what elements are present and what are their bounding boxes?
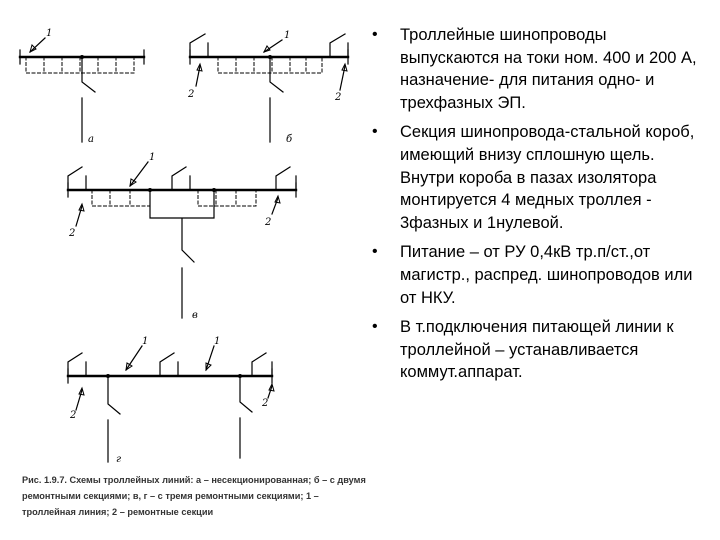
bullet-text: В т.подключения питающей линии к троллейной – устанавливается коммут.аппарат. (400, 318, 674, 382)
scheme-v (68, 152, 296, 321)
bullet-icon: • (372, 123, 378, 141)
bullet-item (368, 316, 708, 384)
label-2-b-right: 2 (335, 92, 342, 103)
label-b: б (286, 134, 293, 145)
bullet-text: Секция шинопровода-стальной короб, имеющий внизу сплошную щель. Внутри короба в пазах изолятора монтируется 4 медных троллея - 3фазных и 1нулевой. (400, 123, 695, 232)
label-a: а (88, 134, 94, 145)
bullet-list (368, 24, 708, 391)
label-g: г (116, 454, 122, 465)
bullet-item (368, 24, 708, 114)
label-v: в (192, 310, 198, 321)
bullet-item (368, 241, 708, 309)
label-2-v-left: 2 (69, 228, 76, 239)
label-2-v-right: 2 (265, 217, 272, 228)
bullet-icon: • (372, 26, 378, 43)
label-2-g-right: 2 (262, 398, 269, 409)
label-1-a: 1 (46, 28, 53, 39)
label-1-g-right: 1 (214, 336, 221, 347)
bullet-icon: • (372, 243, 378, 261)
figure-caption: Рис. 1.9.7. Схемы троллейных линий: а – несекционированная; б – с двумя ремонтными секциями; в, г – с тремя ремонтными секциями; 1 – троллейная линия; 2 – ремонтные секции (22, 475, 366, 517)
bullet-text: Питание – от РУ 0,4кВ тр.п/ст.,от магистр., распред. шинопроводов или от НКУ. (400, 243, 693, 307)
scheme-a (20, 28, 144, 145)
label-1-v: 1 (149, 152, 156, 163)
bullet-text: Троллейные шинопроводы выпускаются на токи ном. 400 и 200 А, назначение- для питания одно- и трехфазных ЭП. (400, 26, 697, 112)
bullet-icon: • (372, 318, 378, 336)
label-2-g-left: 2 (70, 410, 77, 421)
scheme-g (68, 336, 274, 465)
label-1-b: 1 (284, 30, 291, 41)
bullet-item (368, 121, 708, 234)
scheme-b (187, 30, 348, 145)
label-1-g-left: 1 (142, 336, 149, 347)
label-2-b-left: 2 (188, 89, 195, 100)
